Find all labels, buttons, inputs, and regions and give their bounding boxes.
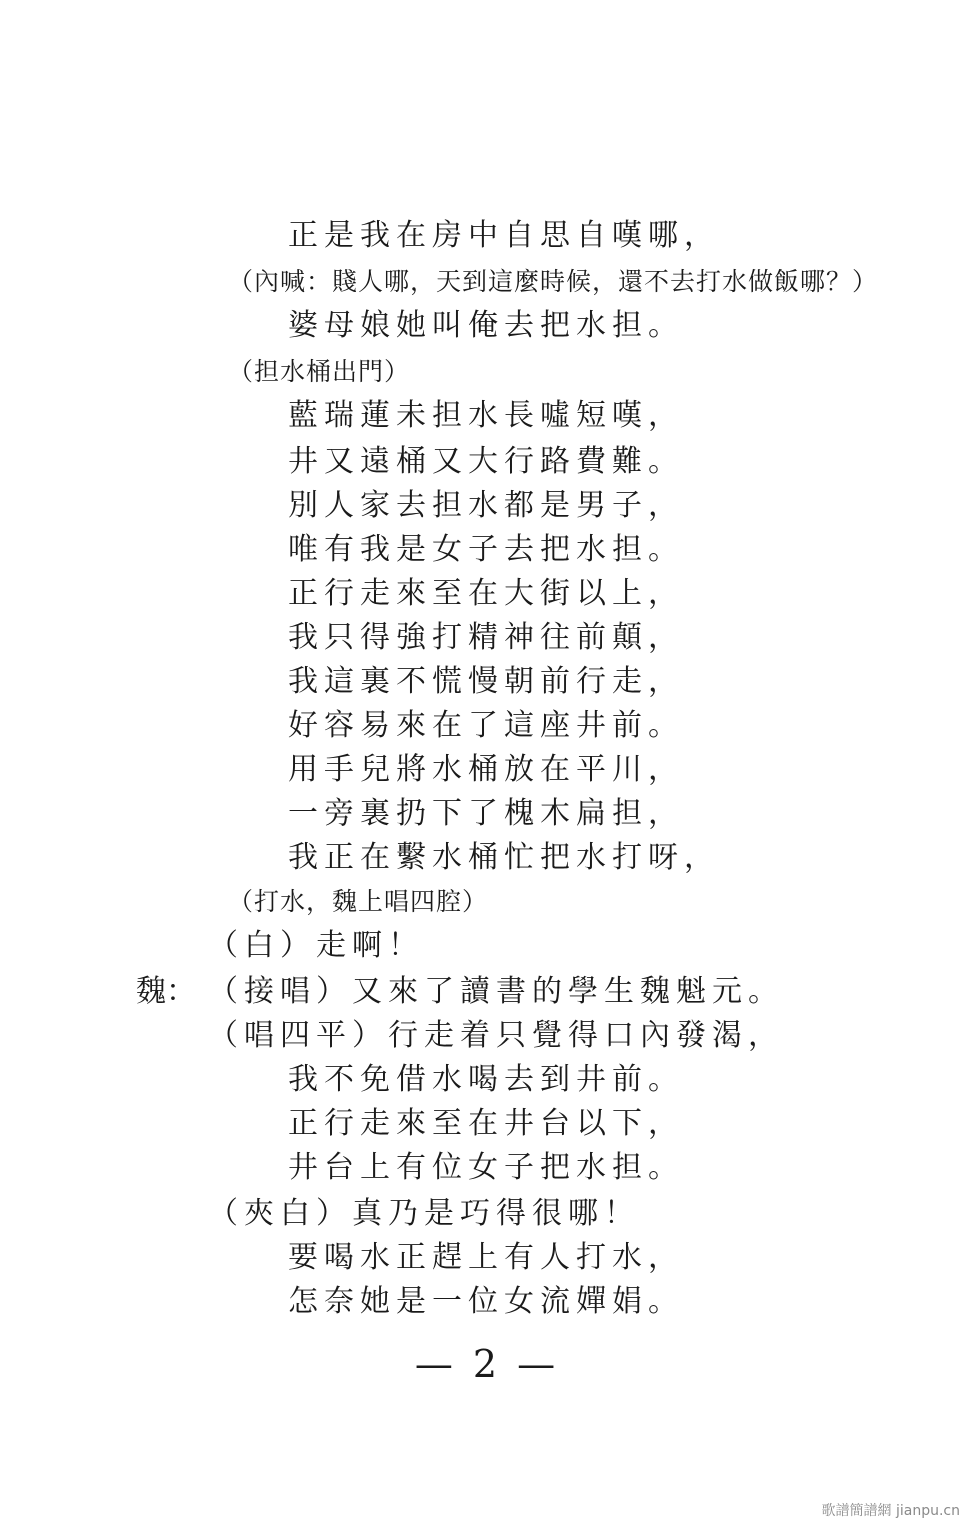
verse-line: 怎奈她是一位女流嬋娟。 <box>288 1284 684 1319</box>
stage-direction: （內喊：賤人哪，天到這麼時候，還不去打水做飯哪？） <box>228 267 879 296</box>
page-number: — 2 — <box>414 1342 560 1386</box>
verse-line: 藍瑞蓮未担水長噓短嘆， <box>288 398 684 433</box>
verse-line: 井台上有位女子把水担。 <box>288 1150 684 1185</box>
verse-line: 一旁裏扔下了槐木扁担， <box>288 796 684 831</box>
verse-line: 用手兒將水桶放在平川， <box>288 752 684 787</box>
verse-line: 井又遠桶又大行路費難。 <box>288 444 684 479</box>
verse-line: （唱四平）行走着只覺得口內發渴， <box>208 1018 784 1053</box>
verse-line: 別人家去担水都是男子， <box>288 488 684 523</box>
stage-direction: （打水，魏上唱四腔） <box>228 887 489 916</box>
spoken-line: （夾白）真乃是巧得很哪！ <box>208 1196 640 1231</box>
stage-direction: （担水桶出門） <box>228 357 411 386</box>
verse-line: 正是我在房中自思自嘆哪， <box>288 218 720 253</box>
verse-line: 我正在繫水桶忙把水打呀， <box>288 840 720 875</box>
verse-line: 正行走來至在井台以下， <box>288 1106 684 1141</box>
verse-line: 唯有我是女子去把水担。 <box>288 532 684 567</box>
verse-line: 我這裏不慌慢朝前行走， <box>288 664 684 699</box>
verse-line: 要喝水正趕上有人打水， <box>288 1240 684 1275</box>
verse-line: （接唱）又來了讀書的學生魏魁元。 <box>208 974 784 1009</box>
spoken-line: （白）走啊！ <box>208 928 424 963</box>
watermark: 歌譜簡譜網 jianpu.cn <box>821 1503 960 1519</box>
verse-line: 我只得強打精神往前顛， <box>288 620 684 655</box>
verse-line: 我不免借水喝去到井前。 <box>288 1062 684 1097</box>
verse-line: 好容易來在了這座井前。 <box>288 708 684 743</box>
verse-line: 正行走來至在大街以上， <box>288 576 684 611</box>
verse-line: 婆母娘她叫俺去把水担。 <box>288 308 684 343</box>
speaker-label: 魏： <box>136 974 196 1009</box>
